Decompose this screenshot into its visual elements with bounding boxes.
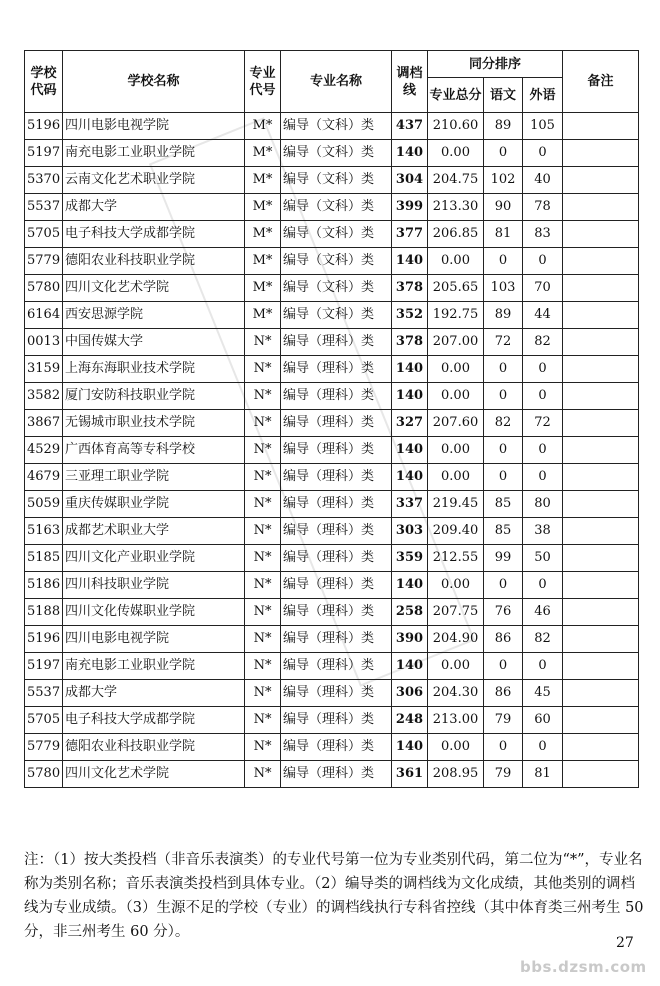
table-row — [25, 518, 639, 545]
remark-cell — [563, 221, 639, 248]
table-row — [25, 194, 639, 221]
table-row — [25, 599, 639, 626]
line-cell: 337 — [392, 491, 428, 518]
chinese-cell: 0 — [484, 248, 523, 275]
total-cell: 0.00 — [428, 734, 484, 761]
total-cell: 192.75 — [428, 302, 484, 329]
foreign-cell: 0 — [523, 734, 563, 761]
major-code-cell: N* — [245, 626, 281, 653]
school-name-cell: 四川电影电视学院 — [63, 113, 245, 140]
chinese-cell: 90 — [484, 194, 523, 221]
major-code-cell: N* — [245, 518, 281, 545]
foreign-cell: 38 — [523, 518, 563, 545]
school-code-cell: 5196 — [25, 626, 63, 653]
major-code-cell: N* — [245, 356, 281, 383]
line-cell: 378 — [392, 275, 428, 302]
major-code-cell: N* — [245, 572, 281, 599]
school-name-cell: 重庆传媒职业学院 — [63, 491, 245, 518]
line-cell: 303 — [392, 518, 428, 545]
table-row — [25, 383, 639, 410]
page-number: 27 — [616, 935, 634, 951]
school-code-cell: 0013 — [25, 329, 63, 356]
chinese-cell: 89 — [484, 302, 523, 329]
school-name-cell: 四川电影电视学院 — [63, 626, 245, 653]
chinese-cell: 86 — [484, 680, 523, 707]
school-name-cell: 四川文化艺术学院 — [63, 761, 245, 788]
table-row — [25, 302, 639, 329]
major-name-cell: 编导（理科）类 — [281, 383, 392, 410]
foreign-cell: 0 — [523, 140, 563, 167]
table-row — [25, 248, 639, 275]
header-total: 专业总分 — [428, 78, 484, 113]
remark-cell — [563, 518, 639, 545]
total-cell: 219.45 — [428, 491, 484, 518]
remark-cell — [563, 167, 639, 194]
line-cell: 352 — [392, 302, 428, 329]
major-code-cell: N* — [245, 437, 281, 464]
school-code-cell: 5188 — [25, 599, 63, 626]
admission-table-container — [24, 50, 638, 788]
foreign-cell: 70 — [523, 275, 563, 302]
remark-cell — [563, 599, 639, 626]
header-major-code: 专业代号 — [245, 51, 281, 113]
header-chinese: 语文 — [484, 78, 523, 113]
total-cell: 207.60 — [428, 410, 484, 437]
chinese-cell: 79 — [484, 707, 523, 734]
total-cell: 207.75 — [428, 599, 484, 626]
foreign-cell: 105 — [523, 113, 563, 140]
school-code-cell: 5059 — [25, 491, 63, 518]
major-name-cell: 编导（理科）类 — [281, 761, 392, 788]
remark-cell — [563, 545, 639, 572]
remark-cell — [563, 734, 639, 761]
school-name-cell: 云南文化艺术职业学院 — [63, 167, 245, 194]
school-name-cell: 南充电影工业职业学院 — [63, 140, 245, 167]
table-row — [25, 329, 639, 356]
foreign-cell: 81 — [523, 761, 563, 788]
school-code-cell: 5370 — [25, 167, 63, 194]
chinese-cell: 99 — [484, 545, 523, 572]
table-row — [25, 680, 639, 707]
table-row — [25, 437, 639, 464]
school-name-cell: 德阳农业科技职业学院 — [63, 248, 245, 275]
major-code-cell: N* — [245, 761, 281, 788]
school-code-cell: 3159 — [25, 356, 63, 383]
table-row — [25, 545, 639, 572]
table-row — [25, 140, 639, 167]
line-cell: 304 — [392, 167, 428, 194]
header-school-code: 学校代码 — [25, 51, 63, 113]
header-line: 调档线 — [392, 51, 428, 113]
table-row — [25, 626, 639, 653]
remark-cell — [563, 626, 639, 653]
chinese-cell: 82 — [484, 410, 523, 437]
remark-cell — [563, 248, 639, 275]
school-name-cell: 西安思源学院 — [63, 302, 245, 329]
school-name-cell: 厦门安防科技职业学院 — [63, 383, 245, 410]
remark-cell — [563, 383, 639, 410]
line-cell: 248 — [392, 707, 428, 734]
major-code-cell: N* — [245, 383, 281, 410]
major-code-cell: M* — [245, 248, 281, 275]
major-code-cell: N* — [245, 545, 281, 572]
remark-cell — [563, 275, 639, 302]
major-name-cell: 编导（理科）类 — [281, 680, 392, 707]
table-row — [25, 491, 639, 518]
table-row — [25, 734, 639, 761]
foreign-cell: 0 — [523, 572, 563, 599]
foreign-cell: 60 — [523, 707, 563, 734]
major-name-cell: 编导（理科）类 — [281, 410, 392, 437]
total-cell: 0.00 — [428, 140, 484, 167]
major-code-cell: N* — [245, 464, 281, 491]
line-cell: 377 — [392, 221, 428, 248]
total-cell: 207.00 — [428, 329, 484, 356]
major-code-cell: M* — [245, 221, 281, 248]
foreign-cell: 40 — [523, 167, 563, 194]
line-cell: 140 — [392, 437, 428, 464]
school-code-cell: 3582 — [25, 383, 63, 410]
major-name-cell: 编导（理科）类 — [281, 437, 392, 464]
chinese-cell: 0 — [484, 572, 523, 599]
watermark-site: bbs.dzsm.com — [520, 958, 647, 976]
line-cell: 140 — [392, 248, 428, 275]
major-code-cell: N* — [245, 680, 281, 707]
total-cell: 0.00 — [428, 572, 484, 599]
chinese-cell: 76 — [484, 599, 523, 626]
remark-cell — [563, 707, 639, 734]
table-row — [25, 464, 639, 491]
school-name-cell: 成都大学 — [63, 194, 245, 221]
major-code-cell: N* — [245, 410, 281, 437]
school-code-cell: 5197 — [25, 140, 63, 167]
school-code-cell: 4529 — [25, 437, 63, 464]
remark-cell — [563, 113, 639, 140]
chinese-cell: 85 — [484, 491, 523, 518]
line-cell: 140 — [392, 140, 428, 167]
chinese-cell: 0 — [484, 383, 523, 410]
total-cell: 204.90 — [428, 626, 484, 653]
remark-cell — [563, 491, 639, 518]
admission-table — [24, 50, 639, 788]
foreign-cell: 0 — [523, 248, 563, 275]
school-name-cell: 德阳农业科技职业学院 — [63, 734, 245, 761]
school-name-cell: 南充电影工业职业学院 — [63, 653, 245, 680]
school-code-cell: 5537 — [25, 194, 63, 221]
remark-cell — [563, 464, 639, 491]
chinese-cell: 86 — [484, 626, 523, 653]
line-cell: 378 — [392, 329, 428, 356]
school-name-cell: 成都艺术职业大学 — [63, 518, 245, 545]
school-code-cell: 5779 — [25, 248, 63, 275]
school-code-cell: 5537 — [25, 680, 63, 707]
table-row — [25, 572, 639, 599]
total-cell: 206.85 — [428, 221, 484, 248]
major-name-cell: 编导（理科）类 — [281, 518, 392, 545]
school-code-cell: 6164 — [25, 302, 63, 329]
line-cell: 437 — [392, 113, 428, 140]
foreign-cell: 0 — [523, 383, 563, 410]
foreign-cell: 72 — [523, 410, 563, 437]
line-cell: 140 — [392, 383, 428, 410]
line-cell: 361 — [392, 761, 428, 788]
remark-cell — [563, 356, 639, 383]
remark-cell — [563, 410, 639, 437]
total-cell: 0.00 — [428, 653, 484, 680]
line-cell: 140 — [392, 653, 428, 680]
remark-cell — [563, 329, 639, 356]
major-code-cell: N* — [245, 707, 281, 734]
table-row — [25, 707, 639, 734]
major-name-cell: 编导（理科）类 — [281, 572, 392, 599]
total-cell: 205.65 — [428, 275, 484, 302]
major-name-cell: 编导（理科）类 — [281, 464, 392, 491]
chinese-cell: 0 — [484, 734, 523, 761]
major-name-cell: 编导（文科）类 — [281, 221, 392, 248]
major-name-cell: 编导（文科）类 — [281, 275, 392, 302]
line-cell: 359 — [392, 545, 428, 572]
major-code-cell: M* — [245, 167, 281, 194]
school-code-cell: 5186 — [25, 572, 63, 599]
remark-cell — [563, 680, 639, 707]
major-code-cell: M* — [245, 302, 281, 329]
foreign-cell: 82 — [523, 329, 563, 356]
school-code-cell: 5705 — [25, 221, 63, 248]
chinese-cell: 0 — [484, 653, 523, 680]
major-code-cell: N* — [245, 329, 281, 356]
major-name-cell: 编导（文科）类 — [281, 194, 392, 221]
school-code-cell: 5779 — [25, 734, 63, 761]
remark-cell — [563, 194, 639, 221]
major-name-cell: 编导（理科）类 — [281, 734, 392, 761]
line-cell: 140 — [392, 572, 428, 599]
major-code-cell: N* — [245, 653, 281, 680]
major-code-cell: M* — [245, 194, 281, 221]
major-name-cell: 编导（理科）类 — [281, 707, 392, 734]
header-major-name: 专业名称 — [281, 51, 392, 113]
total-cell: 208.95 — [428, 761, 484, 788]
school-name-cell: 四川文化艺术学院 — [63, 275, 245, 302]
chinese-cell: 0 — [484, 437, 523, 464]
table-row — [25, 275, 639, 302]
header-school-name: 学校名称 — [63, 51, 245, 113]
school-code-cell: 5197 — [25, 653, 63, 680]
school-code-cell: 5780 — [25, 275, 63, 302]
foreign-cell: 46 — [523, 599, 563, 626]
table-row — [25, 356, 639, 383]
total-cell: 212.55 — [428, 545, 484, 572]
remark-cell — [563, 572, 639, 599]
major-name-cell: 编导（文科）类 — [281, 302, 392, 329]
line-cell: 258 — [392, 599, 428, 626]
header-same-score-rank: 同分排序 — [428, 51, 563, 78]
major-name-cell: 编导（文科）类 — [281, 248, 392, 275]
total-cell: 0.00 — [428, 464, 484, 491]
foreign-cell: 45 — [523, 680, 563, 707]
line-cell: 390 — [392, 626, 428, 653]
foreign-cell: 0 — [523, 356, 563, 383]
school-code-cell: 5196 — [25, 113, 63, 140]
school-code-cell: 5705 — [25, 707, 63, 734]
school-name-cell: 三亚理工职业学院 — [63, 464, 245, 491]
table-row — [25, 167, 639, 194]
chinese-cell: 0 — [484, 356, 523, 383]
school-code-cell: 5163 — [25, 518, 63, 545]
major-name-cell: 编导（理科）类 — [281, 653, 392, 680]
major-code-cell: N* — [245, 734, 281, 761]
major-name-cell: 编导（理科）类 — [281, 329, 392, 356]
total-cell: 0.00 — [428, 356, 484, 383]
school-name-cell: 四川文化传媒职业学院 — [63, 599, 245, 626]
foreign-cell: 82 — [523, 626, 563, 653]
total-cell: 209.40 — [428, 518, 484, 545]
major-code-cell: M* — [245, 113, 281, 140]
school-name-cell: 电子科技大学成都学院 — [63, 221, 245, 248]
school-name-cell: 电子科技大学成都学院 — [63, 707, 245, 734]
school-name-cell: 广西体育高等专科学校 — [63, 437, 245, 464]
chinese-cell: 85 — [484, 518, 523, 545]
table-row — [25, 653, 639, 680]
school-code-cell: 3867 — [25, 410, 63, 437]
chinese-cell: 0 — [484, 140, 523, 167]
table-row — [25, 113, 639, 140]
foreign-cell: 44 — [523, 302, 563, 329]
major-name-cell: 编导（理科）类 — [281, 356, 392, 383]
chinese-cell: 103 — [484, 275, 523, 302]
chinese-cell: 102 — [484, 167, 523, 194]
table-body — [25, 113, 639, 788]
line-cell: 140 — [392, 356, 428, 383]
header-foreign: 外语 — [523, 78, 563, 113]
chinese-cell: 0 — [484, 464, 523, 491]
remark-cell — [563, 302, 639, 329]
remark-cell — [563, 653, 639, 680]
major-name-cell: 编导（理科）类 — [281, 626, 392, 653]
major-name-cell: 编导（理科）类 — [281, 491, 392, 518]
chinese-cell: 89 — [484, 113, 523, 140]
foreign-cell: 78 — [523, 194, 563, 221]
major-name-cell: 编导（文科）类 — [281, 167, 392, 194]
foreign-cell: 0 — [523, 437, 563, 464]
total-cell: 0.00 — [428, 383, 484, 410]
foreign-cell: 0 — [523, 464, 563, 491]
school-code-cell: 5185 — [25, 545, 63, 572]
line-cell: 140 — [392, 734, 428, 761]
line-cell: 327 — [392, 410, 428, 437]
major-code-cell: M* — [245, 275, 281, 302]
chinese-cell: 72 — [484, 329, 523, 356]
school-name-cell: 四川科技职业学院 — [63, 572, 245, 599]
total-cell: 204.30 — [428, 680, 484, 707]
school-code-cell: 5780 — [25, 761, 63, 788]
major-name-cell: 编导（理科）类 — [281, 545, 392, 572]
chinese-cell: 79 — [484, 761, 523, 788]
school-name-cell: 无锡城市职业技术学院 — [63, 410, 245, 437]
line-cell: 140 — [392, 464, 428, 491]
major-name-cell: 编导（文科）类 — [281, 140, 392, 167]
total-cell: 0.00 — [428, 248, 484, 275]
line-cell: 306 — [392, 680, 428, 707]
total-cell: 213.00 — [428, 707, 484, 734]
table-row — [25, 761, 639, 788]
foreign-cell: 0 — [523, 653, 563, 680]
major-name-cell: 编导（文科）类 — [281, 113, 392, 140]
major-code-cell: N* — [245, 599, 281, 626]
school-name-cell: 中国传媒大学 — [63, 329, 245, 356]
total-cell: 204.75 — [428, 167, 484, 194]
footnote: 注：（1）按大类投档（非音乐表演类）的专业代号第一位为专业类别代码，第二位为“*”，专业名称为类别名称；音乐表演类投档到具体专业。（2）编导类的调档线为文化成绩，其他类别的调档线为专业成绩。（3）生源不足的学校（专业）的调档线执行专科省控线（其中体育类三州考生 50 分，非三州考生 60 分）。 — [24, 852, 644, 940]
remark-cell — [563, 761, 639, 788]
line-cell: 399 — [392, 194, 428, 221]
total-cell: 210.60 — [428, 113, 484, 140]
school-name-cell: 四川文化产业职业学院 — [63, 545, 245, 572]
remark-cell — [563, 140, 639, 167]
foreign-cell: 80 — [523, 491, 563, 518]
major-code-cell: N* — [245, 491, 281, 518]
major-name-cell: 编导（理科）类 — [281, 599, 392, 626]
total-cell: 0.00 — [428, 437, 484, 464]
chinese-cell: 81 — [484, 221, 523, 248]
foreign-cell: 50 — [523, 545, 563, 572]
header-remarks: 备注 — [563, 51, 639, 113]
remark-cell — [563, 437, 639, 464]
table-row — [25, 221, 639, 248]
major-code-cell: M* — [245, 140, 281, 167]
school-name-cell: 成都大学 — [63, 680, 245, 707]
school-name-cell: 上海东海职业技术学院 — [63, 356, 245, 383]
foreign-cell: 83 — [523, 221, 563, 248]
table-row — [25, 410, 639, 437]
school-code-cell: 4679 — [25, 464, 63, 491]
total-cell: 213.30 — [428, 194, 484, 221]
